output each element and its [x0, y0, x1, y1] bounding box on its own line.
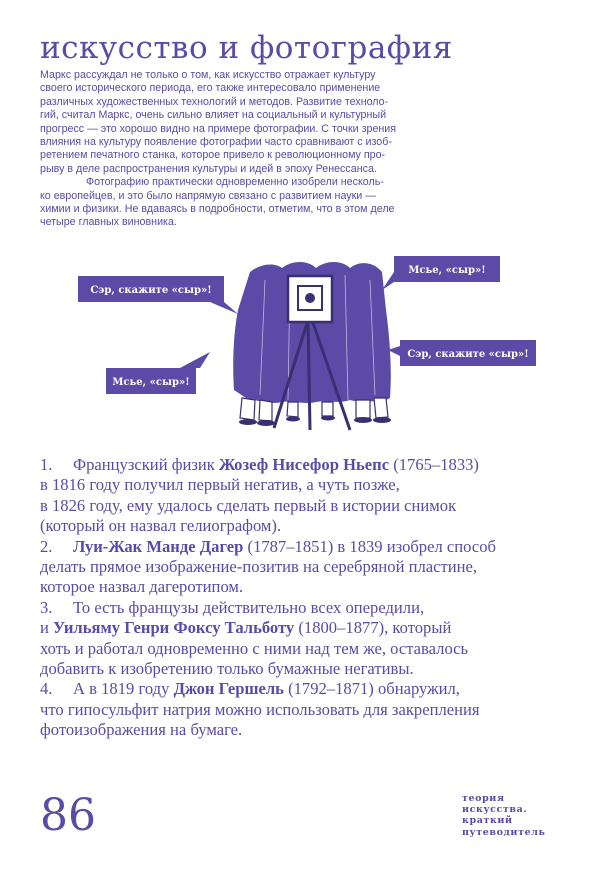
list-number: 2.: [40, 536, 53, 556]
list-text: [40, 618, 560, 638]
list-text: фотоизображения на бумаге.: [40, 720, 243, 740]
intro-line: ко европейцев, и это было напрямую связано с развитием науки —: [40, 189, 376, 202]
intro-line: ретением печатного станка, которое привело к революционному про-: [40, 149, 386, 162]
list-text: хоть и работал одновременно с ними над тем же, оставалось: [40, 638, 469, 658]
speech-bubble-top-right: [382, 256, 500, 290]
list-item: [40, 537, 560, 557]
list-item: [40, 679, 560, 699]
intro-paragraph: [40, 69, 480, 230]
list-text: добавить к изобретению только бумажные негативы.: [40, 659, 414, 679]
list-text: делать прямое изображение-позитив на серебряной пластине,: [40, 557, 478, 577]
intro-line: своего исторического периода, его также интересовало применение: [40, 82, 381, 95]
list-text: (1792–1871) обнаружил,: [283, 679, 460, 699]
running-title-line: теория: [462, 793, 505, 804]
intro-line: четыре главных виновника.: [40, 216, 177, 229]
intro-line: гий, считал Маркс, очень сильно влияет на социальный и культурный: [40, 109, 387, 122]
running-title-line: краткий: [462, 815, 513, 827]
list-text: что гипосульфит натрия можно использовать для закрепления: [40, 699, 480, 719]
list-number: 3.: [40, 597, 53, 617]
intro-line: рыву в деле распространения культуры и идей в эпоху Ренессанса.: [40, 162, 377, 175]
running-title-line: путеводитель: [462, 826, 546, 838]
tripod-leg-center: [308, 320, 310, 430]
list-text: в 1816 году получил первый негатив, а чуть позже,: [40, 475, 400, 495]
list-text: То есть французы действительно всех опередили,: [73, 597, 425, 617]
list-text: (1787–1851) в 1839 изобрел способ: [243, 536, 496, 556]
list-text: которое назвал дагеротипом.: [40, 577, 244, 597]
list-text: в 1826 году, ему удалось сделать первый в истории снимок: [40, 495, 457, 515]
intro-line: влияния на культуру появление фотографии часто сравнивают с изоб-: [40, 136, 392, 149]
inventor-name: Джон Гершель: [173, 679, 284, 699]
list-text: (1765–1833): [389, 455, 479, 474]
bubble-text: Мсье, «сыр»!: [112, 377, 190, 388]
page-title: искусство и фотография: [40, 30, 453, 66]
inventor-name: Уильяму Генри Фоксу Тальботу: [53, 618, 295, 638]
speech-bubble-mid-right: [388, 340, 536, 366]
speech-bubble-bottom-left: [106, 352, 210, 394]
list-text: и: [40, 618, 54, 638]
list-text: (который он назвал гелиографом).: [40, 516, 282, 536]
intro-line: различных художественных технологий и методов. Развитие техноло-: [40, 95, 389, 108]
inventor-name: Луи-Жак Манде Дагер: [73, 536, 244, 556]
list-number: 4.: [40, 679, 53, 699]
list-item: [40, 455, 560, 475]
list-text: (1800–1877), который: [294, 618, 452, 638]
running-title-line: искусства.: [462, 804, 528, 816]
bubble-text: Мсье, «сыр»!: [408, 265, 486, 276]
list-text: А в 1819 году: [73, 679, 174, 699]
list-item: [40, 598, 560, 618]
list-number: 1.: [40, 455, 53, 474]
photographers-illustration: [60, 250, 560, 450]
inventors-list: [40, 455, 560, 741]
running-title: [462, 793, 546, 838]
speech-bubble-top-left: [78, 276, 238, 314]
bubble-text: Сэр, скажите «сыр»!: [90, 285, 212, 296]
intro-line: прогресс — это хорошо видно на примере фотографии. С точки зрения: [40, 122, 397, 135]
bubble-text: Сэр, скажите «сыр»!: [407, 349, 529, 360]
inventor-name: Жозеф Нисефор Ньепс: [219, 455, 390, 474]
intro-line: Фотографию практически одновременно изобрели несколь-: [86, 176, 384, 189]
page-number: 86: [40, 790, 96, 841]
intro-line: Маркс рассуждал не только о том, как искусство отражает культуру: [40, 69, 376, 81]
list-text: Французский физик: [73, 455, 219, 474]
camera-lens: [305, 293, 315, 303]
intro-line: химии и физики. Не вдаваясь в подробности, отметим, что в этом деле: [40, 203, 395, 216]
